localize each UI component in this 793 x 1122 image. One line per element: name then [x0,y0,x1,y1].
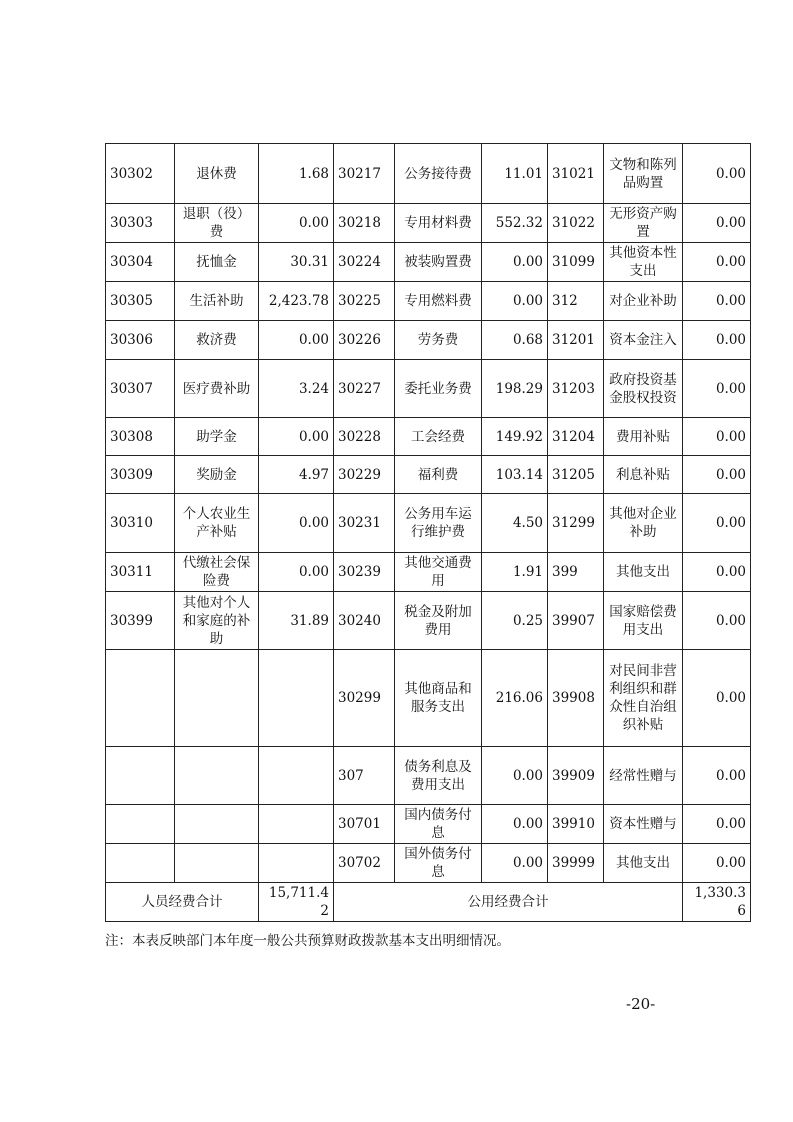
table-row [106,144,751,204]
personnel-amount [259,650,334,747]
personnel-item: 生活补助 [175,282,259,321]
public-item: 其他商品和服务支出 [395,650,482,747]
capital-amount: 0.00 [683,243,751,282]
public-amount: 4.50 [482,494,548,553]
personnel-item: 抚恤金 [175,243,259,282]
capital-code: 312 [548,282,604,321]
public-amount: 0.00 [482,747,548,805]
capital-item: 利息补贴 [604,456,683,494]
public-item: 委托业务费 [395,360,482,418]
personnel-code [106,805,175,844]
personnel-code: 30305 [106,282,175,321]
public-code: 30231 [334,494,395,553]
capital-code: 31299 [548,494,604,553]
personnel-amount: 0.00 [259,553,334,592]
capital-amount: 0.00 [683,321,751,360]
personnel-amount: 1.68 [259,144,334,204]
public-code: 307 [334,747,395,805]
capital-item: 经常性赠与 [604,747,683,805]
capital-item: 无形资产购置 [604,204,683,243]
public-amount: 0.00 [482,805,548,844]
public-code: 30226 [334,321,395,360]
personnel-item: 医疗费补助 [175,360,259,418]
public-amount: 103.14 [482,456,548,494]
personnel-code: 30311 [106,553,175,592]
table-row [106,204,751,243]
personnel-code: 30308 [106,418,175,456]
capital-code: 31099 [548,243,604,282]
public-code: 30299 [334,650,395,747]
capital-amount: 0.00 [683,844,751,883]
personnel-item: 奖励金 [175,456,259,494]
table-row [106,243,751,282]
public-code: 30228 [334,418,395,456]
public-code: 30229 [334,456,395,494]
table-row [106,805,751,844]
public-amount: 198.29 [482,360,548,418]
public-item: 被装购置费 [395,243,482,282]
personnel-code: 30302 [106,144,175,204]
public-amount: 11.01 [482,144,548,204]
personnel-amount: 0.00 [259,321,334,360]
personnel-amount: 0.00 [259,204,334,243]
capital-code: 39909 [548,747,604,805]
totals-row [106,883,751,922]
capital-code: 39907 [548,592,604,650]
capital-code: 399 [548,553,604,592]
capital-amount: 0.00 [683,805,751,844]
personnel-total-value: 15,711.42 [259,883,334,922]
public-item: 专用燃料费 [395,282,482,321]
personnel-item: 代缴社会保险费 [175,553,259,592]
capital-item: 其他对企业补助 [604,494,683,553]
capital-item: 费用补贴 [604,418,683,456]
personnel-item: 救济费 [175,321,259,360]
capital-amount: 0.00 [683,494,751,553]
capital-amount: 0.00 [683,747,751,805]
capital-code: 31205 [548,456,604,494]
public-amount: 552.32 [482,204,548,243]
public-amount: 0.25 [482,592,548,650]
personnel-code: 30310 [106,494,175,553]
personnel-amount [259,844,334,883]
table-row [106,494,751,553]
capital-item: 其他支出 [604,844,683,883]
public-item: 劳务费 [395,321,482,360]
capital-item: 资本性赠与 [604,805,683,844]
personnel-amount: 2,423.78 [259,282,334,321]
table-row [106,360,751,418]
public-code: 30240 [334,592,395,650]
public-item: 公务用车运行维护费 [395,494,482,553]
public-code: 30702 [334,844,395,883]
public-amount: 149.92 [482,418,548,456]
personnel-item [175,844,259,883]
personnel-amount: 31.89 [259,592,334,650]
capital-item: 政府投资基金股权投资 [604,360,683,418]
table-row [106,418,751,456]
capital-code: 39999 [548,844,604,883]
table-row [106,282,751,321]
table-row [106,844,751,883]
capital-code: 39910 [548,805,604,844]
table-row [106,592,751,650]
capital-code: 31021 [548,144,604,204]
public-code: 30227 [334,360,395,418]
personnel-code [106,747,175,805]
personnel-item: 其他对个人和家庭的补助 [175,592,259,650]
table-row [106,747,751,805]
personnel-item: 退职（役）费 [175,204,259,243]
personnel-code: 30307 [106,360,175,418]
public-item: 国内债务付息 [395,805,482,844]
public-total-label: 公用经费合计 [334,883,683,922]
expenditure-detail-table [105,143,751,922]
public-item: 公务接待费 [395,144,482,204]
public-amount: 216.06 [482,650,548,747]
capital-amount: 0.00 [683,650,751,747]
capital-code: 31203 [548,360,604,418]
capital-item: 对企业补助 [604,282,683,321]
public-amount: 0.00 [482,844,548,883]
public-item: 工会经费 [395,418,482,456]
personnel-code: 30304 [106,243,175,282]
capital-code: 31022 [548,204,604,243]
capital-amount: 0.00 [683,553,751,592]
personnel-amount: 30.31 [259,243,334,282]
personnel-item: 个人农业生产补贴 [175,494,259,553]
capital-item: 国家赔偿费用支出 [604,592,683,650]
page-number: -20- [626,995,656,1013]
capital-amount: 0.00 [683,144,751,204]
table-row [106,650,751,747]
table-footnote: 注：本表反映部门本年度一般公共预算财政拨款基本支出明细情况。 [105,933,510,949]
personnel-code: 30303 [106,204,175,243]
capital-amount: 0.00 [683,418,751,456]
public-code: 30224 [334,243,395,282]
public-item: 税金及附加费用 [395,592,482,650]
personnel-amount: 0.00 [259,494,334,553]
personnel-item [175,805,259,844]
capital-item: 资本金注入 [604,321,683,360]
table-row [106,553,751,592]
table-body [106,144,751,883]
personnel-code [106,844,175,883]
capital-amount: 0.00 [683,456,751,494]
public-amount: 0.00 [482,282,548,321]
public-code: 30217 [334,144,395,204]
capital-amount: 0.00 [683,204,751,243]
public-item: 其他交通费用 [395,553,482,592]
personnel-amount: 3.24 [259,360,334,418]
personnel-item [175,650,259,747]
personnel-code: 30399 [106,592,175,650]
personnel-amount: 0.00 [259,418,334,456]
capital-amount: 0.00 [683,592,751,650]
capital-item: 其他支出 [604,553,683,592]
personnel-code: 30309 [106,456,175,494]
capital-amount: 0.00 [683,360,751,418]
table-row [106,321,751,360]
table-row [106,456,751,494]
public-amount: 0.00 [482,243,548,282]
personnel-amount: 4.97 [259,456,334,494]
public-code: 30225 [334,282,395,321]
public-amount: 0.68 [482,321,548,360]
public-item: 债务利息及费用支出 [395,747,482,805]
capital-amount: 0.00 [683,282,751,321]
personnel-amount [259,747,334,805]
personnel-item: 退休费 [175,144,259,204]
public-total-value: 1,330.36 [683,883,751,922]
public-code: 30701 [334,805,395,844]
public-code: 30218 [334,204,395,243]
personnel-item: 助学金 [175,418,259,456]
personnel-code: 30306 [106,321,175,360]
capital-code: 39908 [548,650,604,747]
capital-item: 文物和陈列品购置 [604,144,683,204]
personnel-amount [259,805,334,844]
public-item: 福利费 [395,456,482,494]
capital-code: 31204 [548,418,604,456]
public-item: 专用材料费 [395,204,482,243]
public-item: 国外债务付息 [395,844,482,883]
personnel-item [175,747,259,805]
capital-code: 31201 [548,321,604,360]
capital-item: 对民间非营利组织和群众性自治组织补贴 [604,650,683,747]
public-code: 30239 [334,553,395,592]
personnel-code [106,650,175,747]
capital-item: 其他资本性支出 [604,243,683,282]
public-amount: 1.91 [482,553,548,592]
personnel-total-label: 人员经费合计 [106,883,259,922]
